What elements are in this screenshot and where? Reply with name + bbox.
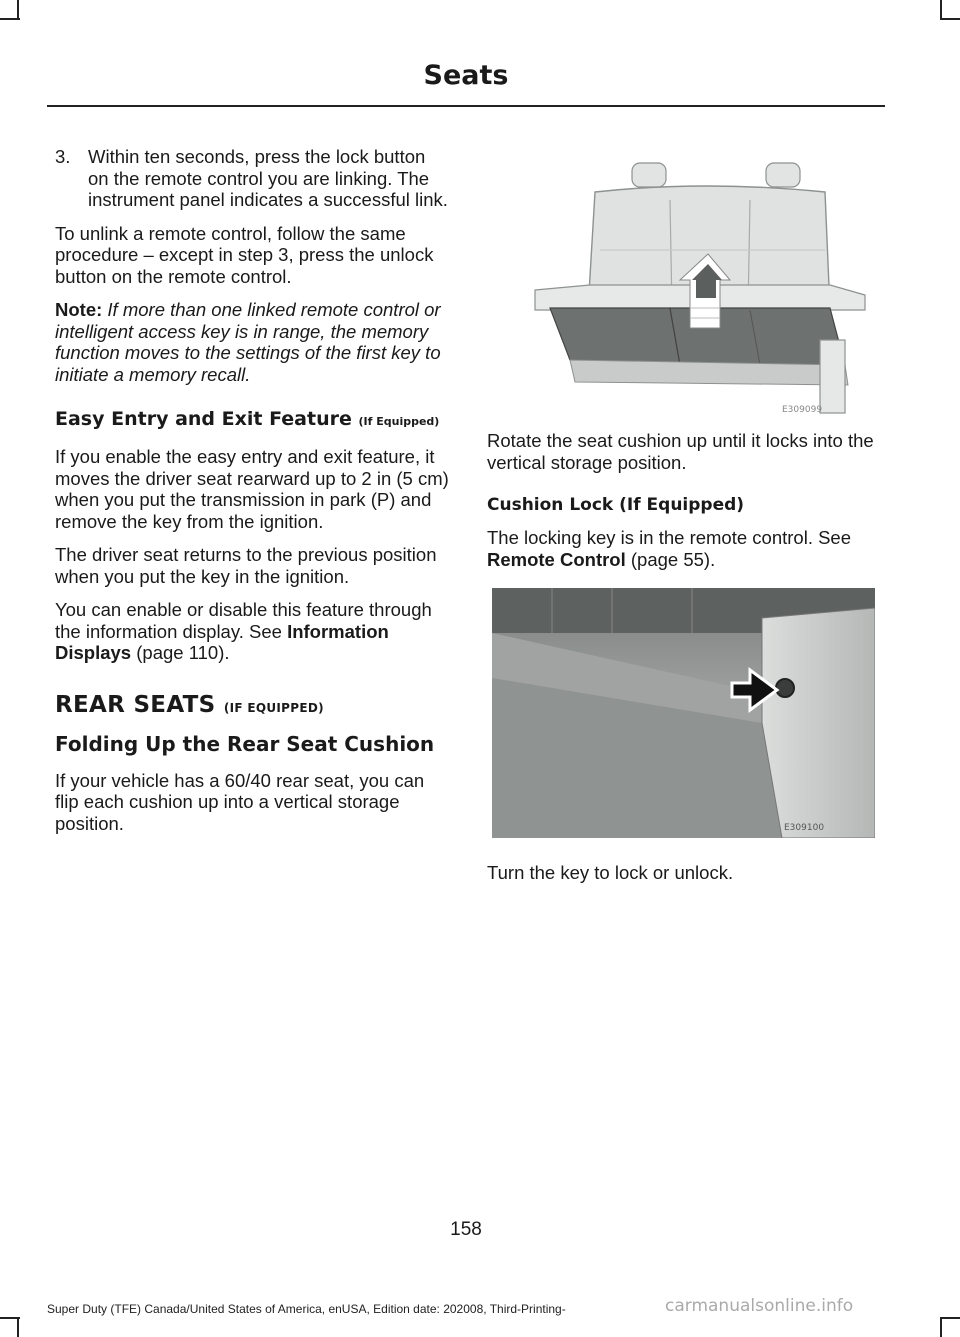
note-text: If more than one linked remote control or intelligent access key is in range, the memory function moves to the settings of the first key to initiate a memory recall. (55, 299, 441, 385)
easy-entry-heading (55, 407, 450, 434)
crop-mark (940, 1317, 942, 1337)
crop-mark (940, 0, 942, 20)
cushion-lock-heading: Cushion Lock (If Equipped) (487, 495, 745, 515)
easy-entry-p3-page: (page 110). (136, 642, 230, 663)
step-item (55, 146, 450, 211)
rear-seats-heading (55, 692, 450, 718)
easy-entry-suffix: (If Equipped) (358, 415, 440, 428)
remote-control-link[interactable]: Remote Control (487, 548, 626, 570)
header-divider (47, 105, 885, 107)
crop-mark (17, 0, 19, 20)
crop-mark (940, 1317, 960, 1319)
right-column (487, 430, 882, 582)
easy-entry-p3 (55, 599, 450, 664)
footer-text: Super Duty (TFE) Canada/United States of America, enUSA, Edition date: 202008, Third-Printing- (47, 1302, 566, 1316)
easy-entry-p1: If you enable the easy entry and exit feature, it moves the driver seat rearward up to 2 in (5 cm) when you put the transmission in park (P) and remove the key from the ignition. (55, 446, 449, 532)
step-number: 3. (55, 146, 71, 167)
page-title: Seats (423, 60, 509, 91)
information-displays-link[interactable]: Information Displays (55, 620, 389, 663)
page-number: 158 (450, 1219, 482, 1240)
easy-entry-p3-text: You can enable or disable this feature through the information display. See (55, 599, 432, 642)
rotate-paragraph: Rotate the seat cushion up until it locks into the vertical storage position. (487, 430, 874, 473)
crop-mark (17, 1317, 19, 1337)
turn-key-paragraph: Turn the key to lock or unlock. (487, 862, 734, 883)
cushion-lock-keyhole-illustration (492, 588, 875, 838)
note-paragraph (55, 299, 450, 385)
step-text: Within ten seconds, press the lock button on the remote control you are linking. The instrument panel indicates a successful link. (88, 146, 448, 210)
figure-code: E309100 (784, 823, 825, 833)
cushion-lock-page: (page 55). (630, 548, 716, 570)
crop-mark (0, 18, 20, 20)
left-column (55, 146, 450, 846)
easy-entry-title: Easy Entry and Exit Feature (55, 408, 352, 430)
rear-seat-fold-up-illustration (530, 160, 875, 418)
cushion-lock-paragraph (487, 527, 882, 570)
easy-entry-p2: The driver seat returns to the previous position when you put the key in the ignition. (55, 544, 437, 587)
cushion-lock-text: The locking key is in the remote control. See (487, 527, 852, 548)
fold-heading: Folding Up the Rear Seat Cushion (55, 731, 435, 756)
fold-paragraph: If your vehicle has a 60/40 rear seat, you can flip each cushion up into a vertical storage position. (55, 769, 425, 834)
unlink-paragraph: To unlink a remote control, follow the same procedure – except in step 3, press the unlock button on the remote control. (55, 222, 434, 287)
figure-code: E309099 (782, 405, 823, 415)
crop-mark (0, 1317, 20, 1319)
note-label: Note: (55, 299, 103, 320)
rear-seats-title: REAR SEATS (55, 691, 216, 718)
rear-seats-suffix: (IF EQUIPPED) (223, 700, 324, 715)
watermark: carmanualsonline.info (665, 1296, 854, 1316)
crop-mark (940, 18, 960, 20)
